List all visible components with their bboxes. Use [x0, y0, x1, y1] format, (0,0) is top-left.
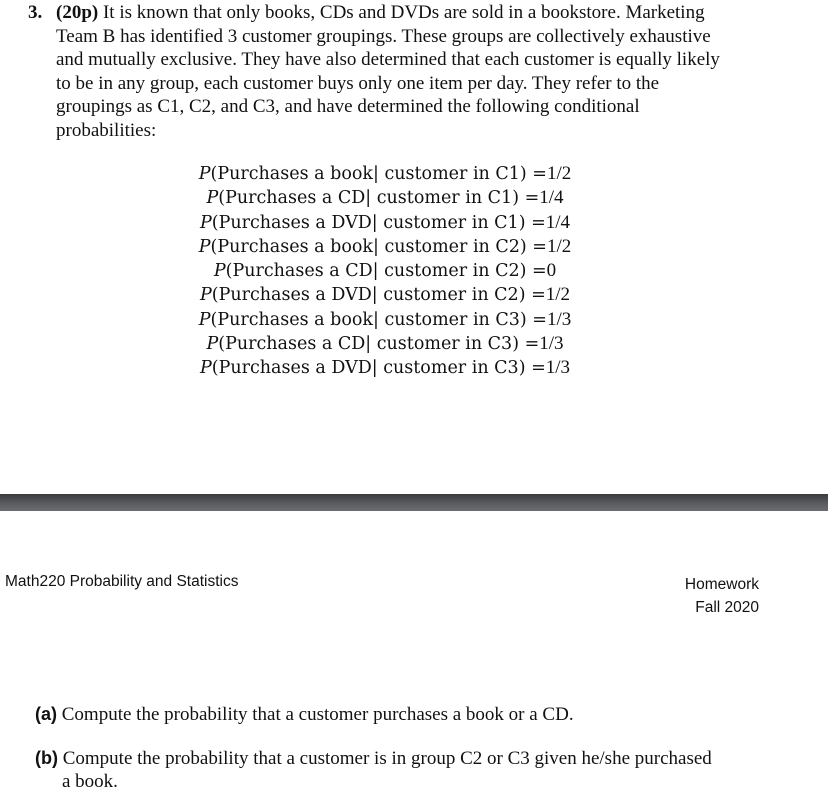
problem-line: (20p) It is known that only books, CDs and DVDs are sold in a bookstore. Marketing — [56, 2, 705, 23]
term: Fall 2020 — [695, 599, 759, 616]
part-text-continuation: a book. — [62, 771, 118, 792]
problem-line: probabilities: — [56, 119, 157, 141]
problem-line: to be in any group, each customer buys only one item per day. They refer to the — [56, 72, 660, 94]
problem-line: and mutually exclusive. They have also determined that each customer is equally likely — [56, 49, 720, 70]
probability-line: P(Purchases a book| customer in C1) =1/2 — [198, 163, 572, 184]
part-label: (b) — [35, 748, 58, 768]
problem-line: Team B has identified 3 customer groupings. These groups are collectively exhaustive — [56, 25, 711, 47]
part-label: (a) — [35, 704, 57, 724]
probability-line: P(Purchases a DVD| customer in C1) =1/4 — [199, 211, 571, 233]
probability-line: P(Purchases a CD| customer in C3) =1/3 — [206, 333, 564, 355]
document-info — [685, 573, 759, 619]
probability-line: P(Purchases a book| customer in C3) =1/3 — [198, 308, 572, 330]
part-b — [35, 747, 795, 793]
problem-line: groupings as C1, C2, and C3, and have determined the following conditional — [56, 96, 640, 117]
probability-line: P(Purchases a CD| customer in C2) =0 — [213, 260, 557, 282]
problem-3 — [28, 1, 798, 142]
problem-statement — [56, 1, 798, 142]
probability-line: P(Purchases a DVD| customer in C3) =1/3 — [199, 357, 571, 379]
conditional-probabilities — [170, 162, 600, 381]
document-type: Homework — [684, 576, 759, 593]
course-title: Math220 Probability and Statistics — [5, 573, 239, 590]
probability-line: P(Purchases a book| customer in C2) =1/2 — [198, 235, 572, 257]
probability-line: P(Purchases a CD| customer in C1) =1/4 — [206, 187, 564, 209]
problem-points: (20p) — [56, 2, 99, 23]
part-text: Compute the probability that a customer is in group C2 or C3 given he/she purchased — [62, 748, 712, 769]
problem-number: 3. — [28, 2, 43, 23]
part-a — [35, 703, 795, 726]
part-text: Compute the probability that a customer purchases a book or a CD. — [61, 704, 574, 725]
page-divider — [0, 494, 828, 511]
probability-line: P(Purchases a DVD| customer in C2) =1/2 — [199, 284, 571, 306]
